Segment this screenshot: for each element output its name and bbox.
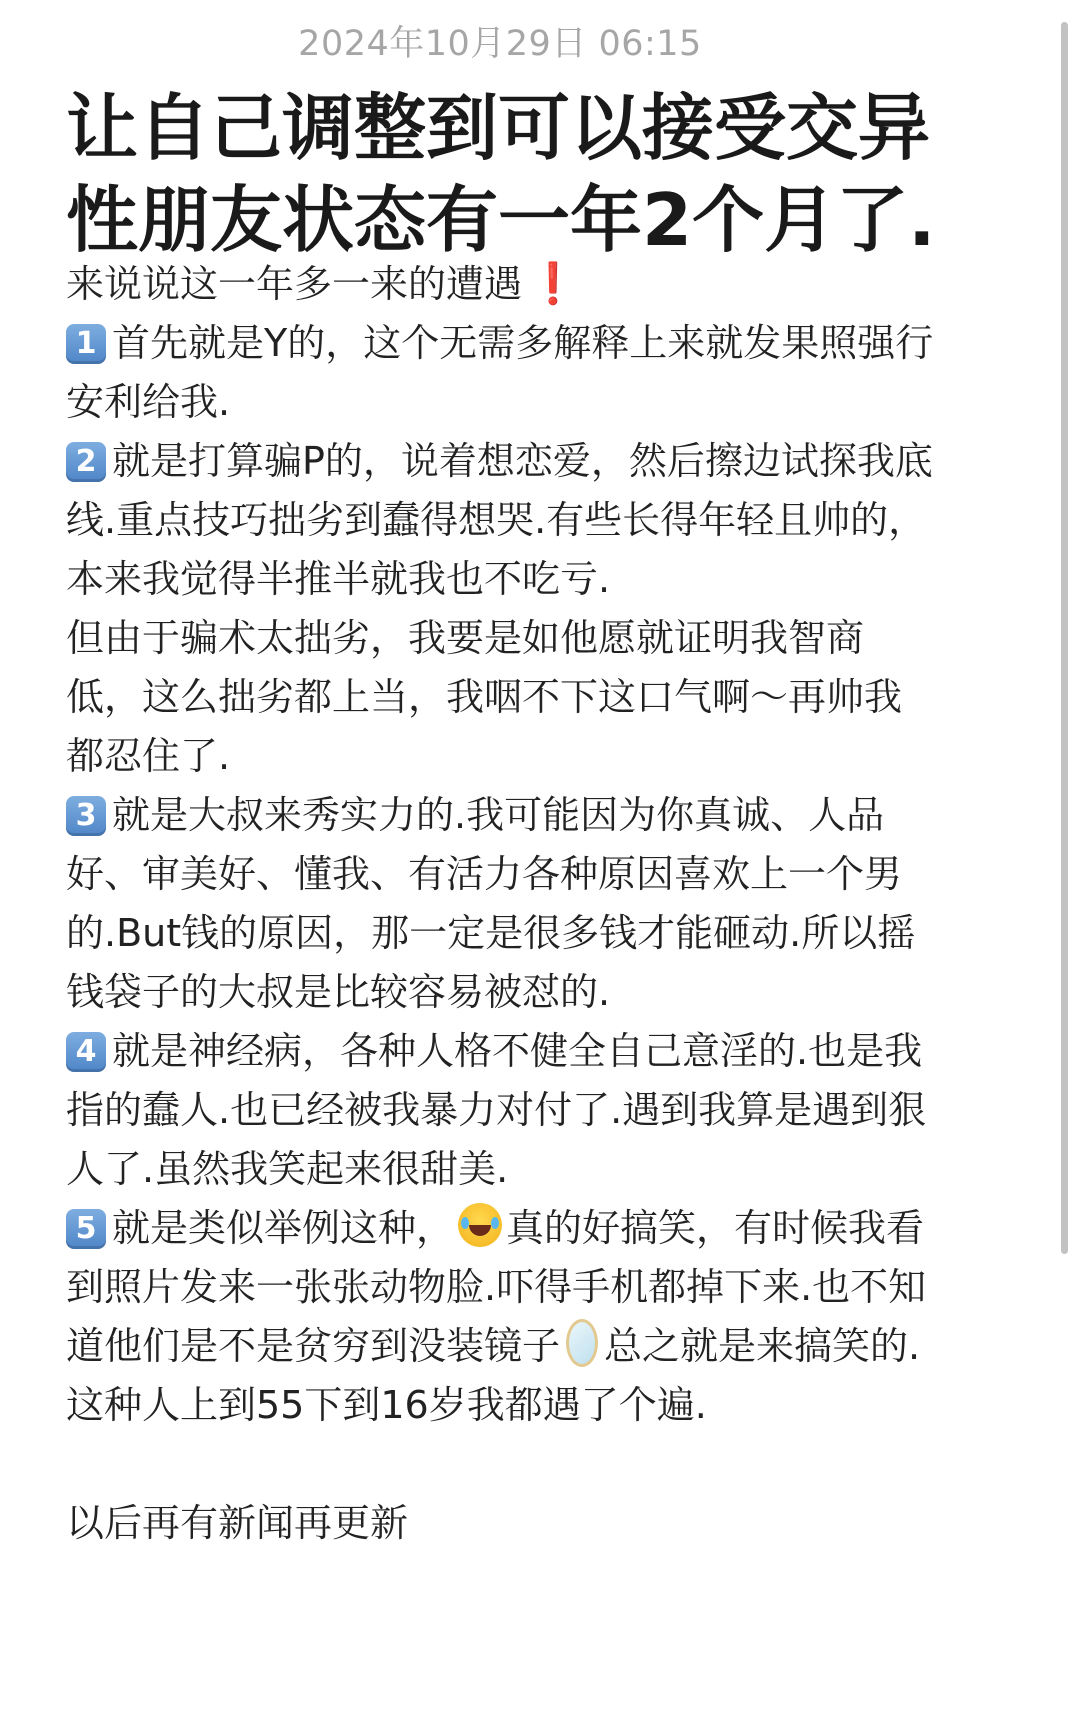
keycap-2-icon: 2 bbox=[66, 442, 106, 482]
item-2-continuation-text: 但由于骗术太拙劣，我要是如他愿就证明我智商低，这么拙劣都上当，我咽不下这口气啊～再帅我都忍住了. bbox=[66, 616, 903, 778]
keycap-4-icon: 4 bbox=[66, 1032, 106, 1072]
keycap-1-icon: 1 bbox=[66, 324, 106, 364]
intro-paragraph bbox=[66, 255, 936, 314]
item-5-paragraph bbox=[66, 1199, 936, 1435]
keycap-3-icon: 3 bbox=[66, 796, 106, 836]
item-2-text: 就是打算骗P的，说着想恋爱，然后擦边试探我底线.重点技巧拙劣到蠢得想哭.有些长得年轻且帅的，本来我觉得半推半就我也不吃亏. bbox=[66, 439, 933, 601]
item-4-paragraph bbox=[66, 1022, 936, 1199]
item-5-text-part2: 真的好搞笑，有时候我看到照片发来一张张动物脸.吓得手机都掉下来.也不知道他们是不是贫穷到没装镜子 bbox=[66, 1206, 927, 1368]
item-2-continuation bbox=[66, 609, 936, 786]
footer-paragraph bbox=[66, 1494, 936, 1553]
mirror-icon bbox=[566, 1319, 598, 1367]
paragraph-gap bbox=[66, 1435, 936, 1494]
item-4-text: 就是神经病，各种人格不健全自己意淫的.也是我指的蠢人.也已经被我暴力对付了.遇到我算是遇到狠人了.虽然我笑起来很甜美. bbox=[66, 1029, 927, 1191]
tears-of-joy-icon bbox=[458, 1203, 502, 1247]
vertical-scrollbar[interactable] bbox=[1061, 22, 1068, 1254]
keycap-5-icon: 5 bbox=[66, 1209, 106, 1249]
post-timestamp: 2024年10月29日 06:15 bbox=[298, 24, 702, 64]
item-1-paragraph bbox=[66, 314, 936, 432]
red-exclamation-icon: ❗ bbox=[528, 261, 578, 307]
post-body bbox=[66, 255, 936, 1553]
intro-text: 来说说这一年多一来的遭遇 bbox=[66, 262, 523, 306]
item-3-paragraph bbox=[66, 786, 936, 1022]
item-5-text-part1: 就是类似举例这种， bbox=[112, 1206, 455, 1250]
footer-text: 以后再有新闻再更新 bbox=[66, 1501, 409, 1545]
post-title: 让自己调整到可以接受交异性朋友状态有一年2个月了. bbox=[66, 86, 936, 262]
item-5-text-part3: 总之就是来搞笑的.这种人上到55下到16岁我都遇了个遍. bbox=[66, 1324, 921, 1427]
item-3-text: 就是大叔来秀实力的.我可能因为你真诚、人品好、审美好、懂我、有活力各种原因喜欢上一个男的.But钱的原因，那一定是很多钱才能砸动.所以摇钱袋子的大叔是比较容易被怼的. bbox=[66, 793, 916, 1014]
item-2-paragraph bbox=[66, 432, 936, 609]
item-1-text: 首先就是Y的，这个无需多解释上来就发果照强行安利给我. bbox=[66, 321, 934, 424]
